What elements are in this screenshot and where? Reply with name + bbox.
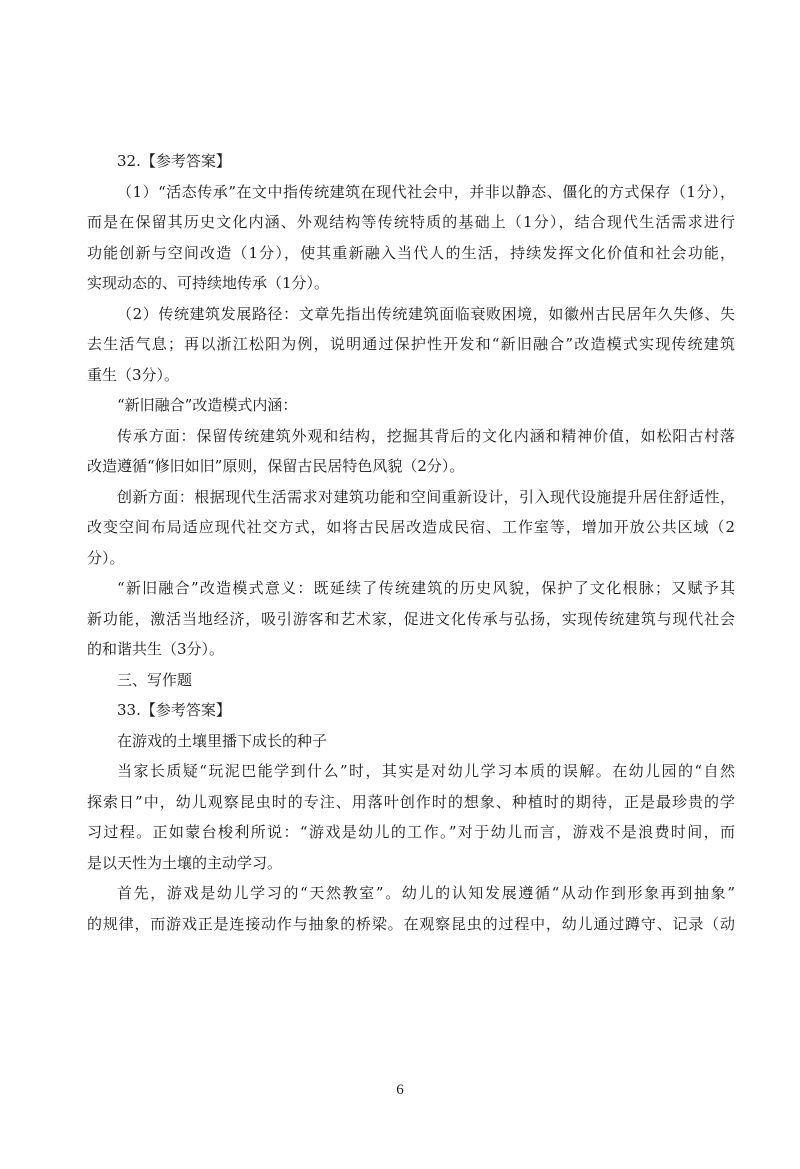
- text-line: （1）“活态传承”在文中指传统建筑在现代社会中，并非以静态、僵化的方式保存（1分），: [117, 182, 735, 201]
- text-line: 改造遵循“修旧如旧”原则，保留古民居特色风貌（2分）。: [87, 457, 465, 475]
- text-line: 的和谐共生（3分）。: [87, 640, 225, 658]
- text-line: 是以天性为土壤的主动学习。: [87, 853, 283, 872]
- text-line: “新旧融合”改造模式意义：既延续了传统建筑的历史风貌，保护了文化根脉；又赋予其: [117, 579, 735, 597]
- text-line: 探索日”中，幼儿观察昆虫时的专注、用落叶创作时的想象、种植时的期待，正是最珍贵的学: [87, 792, 735, 811]
- text-line: 的规律，而游戏正是连接动作与抽象的桥梁。在观察昆虫的过程中，幼儿通过蹲守、记录（动: [87, 914, 735, 933]
- text-line: 传承方面：保留传统建筑外观和结构，挖掘其背后的文化内涵和精神价值，如松阳古村落: [117, 426, 735, 445]
- text-line: 去生活气息；再以浙江松阳为例，说明通过保护性开发和“新旧融合”改造模式实现传统建筑: [87, 335, 735, 353]
- text-line: 而是在保留其历史文化内涵、外观结构等传统特质的基础上（1分），结合现代生活需求进行: [87, 213, 735, 231]
- text-line: （2）传统建筑发展路径：文章先指出传统建筑面临衰败困境，如徽州古民居年久失修、失: [117, 304, 735, 323]
- text-line: 创新方面：根据现代生活需求对建筑功能和空间重新设计，引入现代设施提升居住舒适性，: [117, 487, 735, 506]
- text-line: 功能创新与空间改造（1分），使其重新融入当代人的生活，持续发挥文化价值和社会功能，: [87, 243, 735, 262]
- text-line: 新功能，激活当地经济，吸引游客和艺术家，促进文化传承与弘扬，实现传统建筑与现代社会: [87, 609, 735, 628]
- text-line: 33.【参考答案】: [117, 701, 231, 719]
- text-line: 当家长质疑“玩泥巴能学到什么”时，其实是对幼儿学习本质的误解。在幼儿园的“自然: [117, 762, 735, 780]
- text-line: 在游戏的土壤里播下成长的种子: [117, 731, 328, 750]
- text-line: “新旧融合”改造模式内涵：: [117, 396, 298, 414]
- text-line: 三、写作题: [117, 670, 193, 689]
- answer-text-body: [87, 146, 735, 939]
- text-line: 分）。: [87, 548, 125, 567]
- text-line: 习过程。正如蒙台梭利所说：“游戏是幼儿的工作。”对于幼儿而言，游戏不是浪费时间，而: [87, 823, 735, 841]
- text-line: 首先，游戏是幼儿学习的“天然教室”。幼儿的认知发展遵循“从动作到形象再到抽象”: [117, 884, 735, 902]
- text-line: 32.【参考答案】: [117, 152, 231, 170]
- text-line: 实现动态的、可持续地传承（1分）。: [87, 274, 330, 292]
- text-line: 重生（3分）。: [87, 365, 180, 384]
- text-line: 改变空间布局适应现代社交方式，如将古民居改造成民宿、工作室等，增加开放公共区域（2: [87, 518, 735, 536]
- page-number: 6: [396, 1082, 404, 1098]
